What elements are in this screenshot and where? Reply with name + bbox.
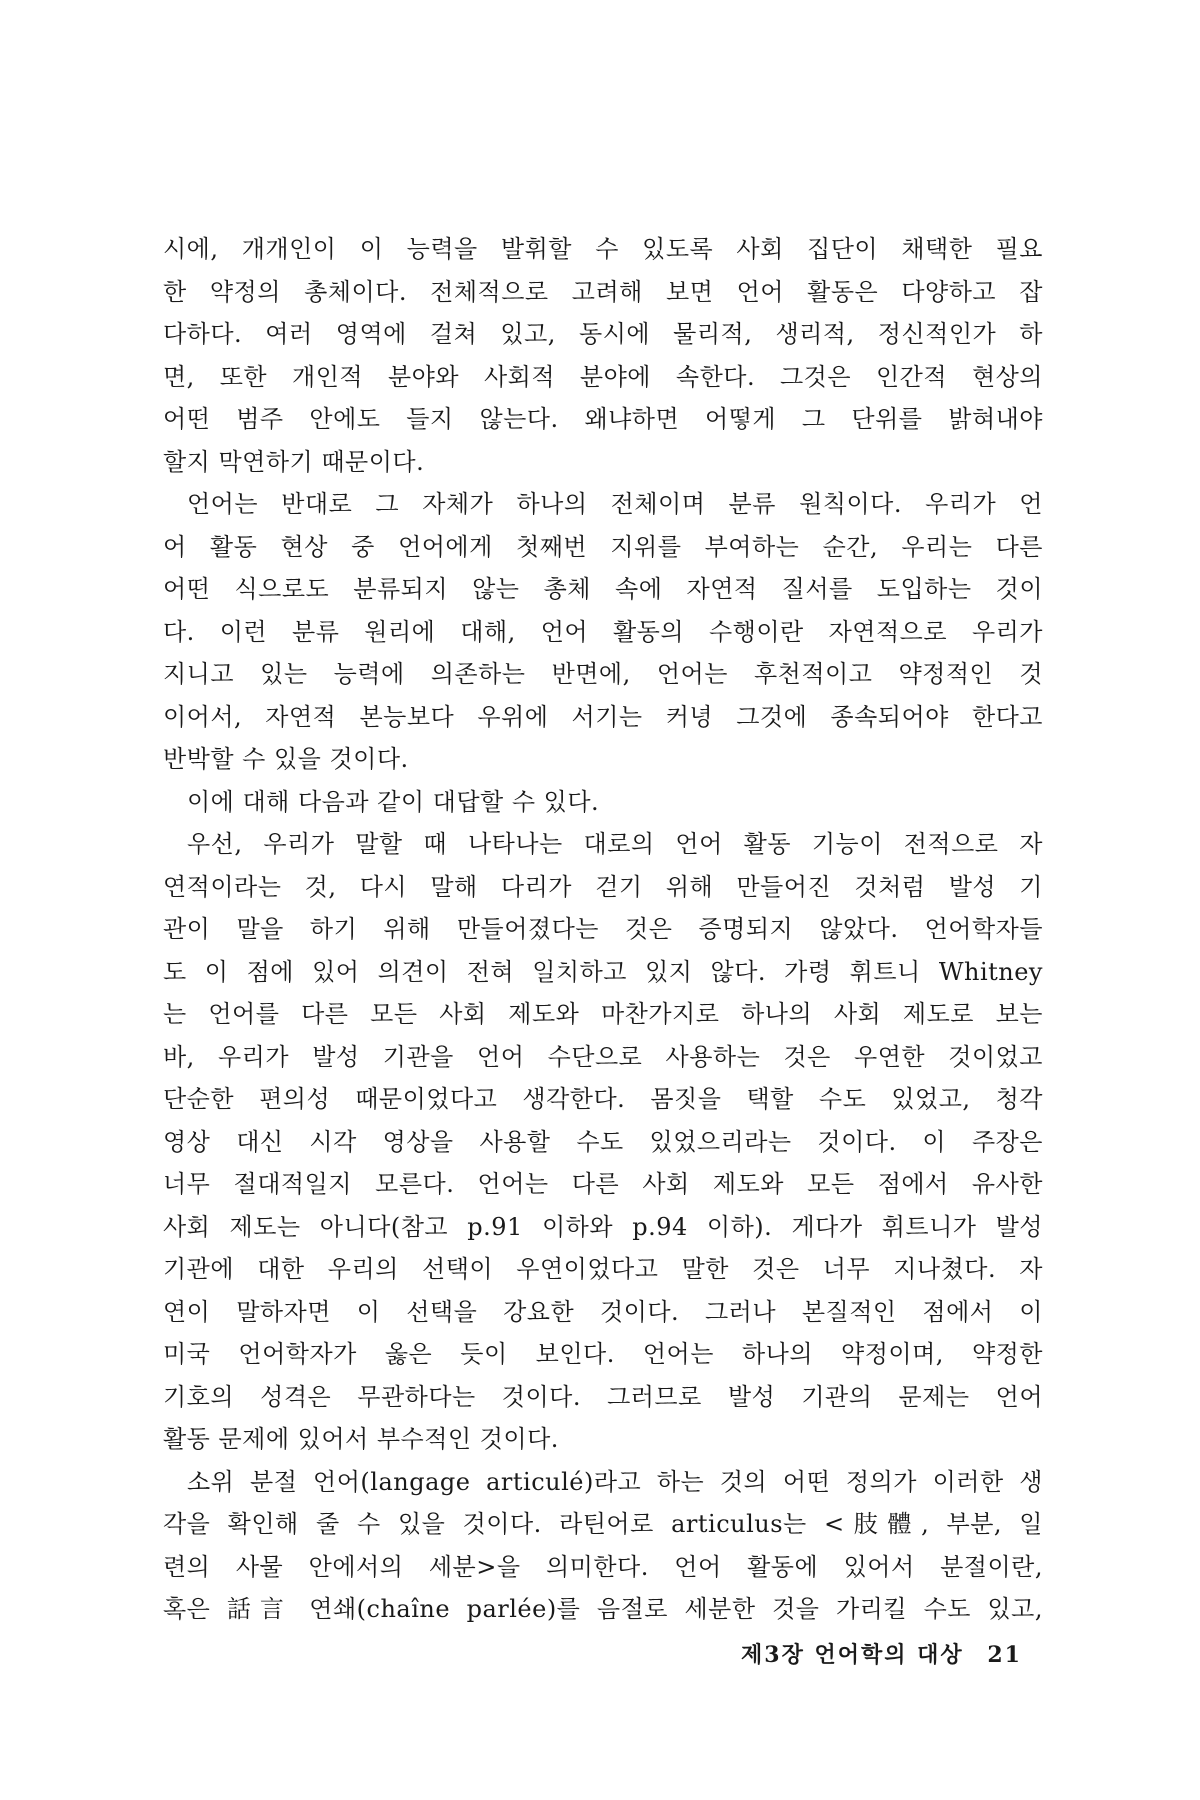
text-line: 다하다. 여러 영역에 걸쳐 있고, 동시에 물리적, 생리적, 정신적인가 하: [163, 320, 1043, 348]
text-line: 관이 말을 하기 위해 만들어졌다는 것은 증명되지 않았다. 언어학자들: [163, 915, 1043, 943]
text-line: 도 이 점에 있어 의견이 전혀 일치하고 있지 않다. 가령 휘트니 Whitney: [163, 957, 1043, 986]
text-line: 할지 막연하기 때문이다.: [163, 447, 425, 476]
text-line: 반박할 수 있을 것이다.: [163, 745, 409, 773]
chapter-title: 제3장 언어학의 대상: [741, 1642, 964, 1668]
text-line: 단순한 편의성 때문이었다고 생각한다. 몸짓을 택할 수도 있었고, 청각: [163, 1085, 1043, 1113]
text-line: 미국 언어학자가 옳은 듯이 보인다. 언어는 하나의 약정이며, 약정한: [163, 1340, 1043, 1368]
text-line: 사회 제도는 아니다(참고 p.91 이하와 p.94 이하). 게다가 휘트니가 발성: [163, 1212, 1043, 1241]
text-line: 는 언어를 다른 모든 사회 제도와 마찬가지로 하나의 사회 제도로 보는: [163, 1000, 1043, 1028]
text-line: 연이 말하자면 이 선택을 강요한 것이다. 그러나 본질적인 점에서 이: [163, 1297, 1043, 1326]
text-line: 언어는 반대로 그 자체가 하나의 전체이며 분류 원칙이다. 우리가 언: [187, 490, 1043, 518]
text-line: 연적이라는 것, 다시 말해 다리가 걷기 위해 만들어진 것처럼 발성 기: [163, 872, 1043, 901]
text-line: 바, 우리가 발성 기관을 언어 수단으로 사용하는 것은 우연한 것이었고: [163, 1042, 1043, 1071]
text-line: 면, 또한 개인적 분야와 사회적 분야에 속한다. 그것은 인간적 현상의: [163, 362, 1043, 391]
text-line: 지니고 있는 능력에 의존하는 반면에, 언어는 후천적이고 약정적인 것: [163, 660, 1043, 688]
text-line: 우선, 우리가 말할 때 나타나는 대로의 언어 활동 기능이 전적으로 자: [187, 830, 1043, 858]
text-line: 영상 대신 시각 영상을 사용할 수도 있었으리라는 것이다. 이 주장은: [163, 1127, 1043, 1156]
text-line: 어떤 범주 안에도 들지 않는다. 왜냐하면 어떻게 그 단위를 밝혀내야: [163, 405, 1043, 433]
text-line: 기호의 성격은 무관하다는 것이다. 그러므로 발성 기관의 문제는 언어: [163, 1382, 1043, 1411]
text-line: 어떤 식으로도 분류되지 않는 총체 속에 자연적 질서를 도입하는 것이: [163, 575, 1043, 603]
text-line: 이에 대해 다음과 같이 대답할 수 있다.: [187, 787, 600, 816]
text-line: 활동 문제에 있어서 부수적인 것이다.: [163, 1425, 559, 1453]
text-line: 너무 절대적일지 모른다. 언어는 다른 사회 제도와 모든 점에서 유사한: [163, 1170, 1043, 1198]
text-line: 기관에 대한 우리의 선택이 우연이었다고 말한 것은 너무 지나쳤다. 자: [163, 1255, 1043, 1283]
text-line: 혹은 話言 연쇄(chaîne parlée)를 음절로 세분한 것을 가리킬 수도 있고,: [163, 1595, 1043, 1623]
text-line: 소위 분절 언어(langage articulé)라고 하는 것의 어떤 정의가 이러한 생: [187, 1467, 1043, 1496]
page-number: 21: [987, 1642, 1022, 1668]
text-line: 어 활동 현상 중 언어에게 첫째번 지위를 부여하는 순간, 우리는 다른: [163, 532, 1043, 561]
text-line: 각을 확인해 줄 수 있을 것이다. 라틴어로 articulus는 <肢體, 부분, 일: [163, 1510, 1043, 1538]
text-line: 이어서, 자연적 본능보다 우위에 서기는 커녕 그것에 종속되어야 한다고: [163, 702, 1043, 731]
text-line: 련의 사물 안에서의 세분>을 의미한다. 언어 활동에 있어서 분절이란,: [163, 1552, 1043, 1581]
page-footer: [741, 1638, 1022, 1669]
text-line: 다. 이런 분류 원리에 대해, 언어 활동의 수행이란 자연적으로 우리가: [163, 617, 1043, 646]
text-line: 시에, 개개인이 이 능력을 발휘할 수 있도록 사회 집단이 채택한 필요: [163, 235, 1043, 263]
text-line: 한 약정의 총체이다. 전체적으로 고려해 보면 언어 활동은 다양하고 잡: [163, 277, 1043, 306]
page-body-text: [163, 228, 1043, 1631]
